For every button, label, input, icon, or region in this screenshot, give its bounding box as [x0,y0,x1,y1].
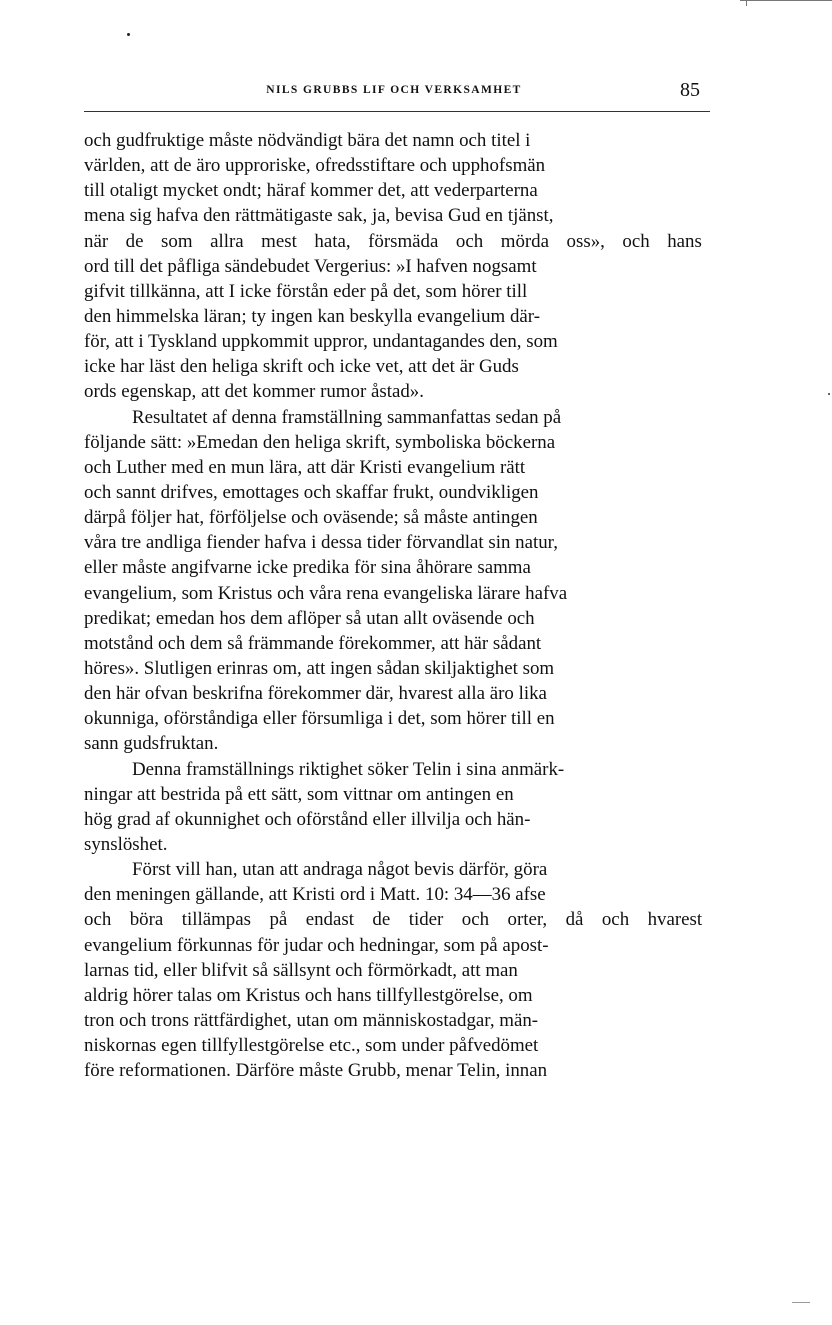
text-line: och Luther med en mun lära, att där Kristi evangelium rätt [84,456,526,478]
running-head: NILS GRUBBS LIF OCH VERKSAMHET [266,84,522,96]
text-line: ords egenskap, att det kommer rumor åstad». [84,381,424,403]
text-line: sann gudsfruktan. [84,733,219,755]
page-header [84,80,704,102]
text-line: därpå följer hat, förföljelse och oväsende; så måste antingen [84,507,538,529]
text-line: tron och trons rättfärdighet, utan om människostadgar, män- [84,1009,539,1031]
text-line: och gudfruktige måste nödvändigt bära det namn och titel i [84,130,531,151]
margin-mark [828,393,830,395]
text-line: den himmelska läran; ty ingen kan beskylla evangelium där- [84,305,541,327]
text-line: när de som allra mest hata, försmäda och mörda oss», och hans [84,230,702,252]
text-line: synslöshet. [84,833,168,855]
text-line: icke har läst den heliga skrift och icke vet, att det är Guds [84,356,519,378]
text-line: motstånd och dem så främmande förekommer, att här sådant [84,632,542,654]
text-line: följande sätt: »Emedan den heliga skrift, symboliska böckerna [84,431,556,453]
text-line: till otaligt mycket ondt; häraf kommer det, att vederparterna [84,180,538,202]
header-rule [84,111,710,112]
text-line: för, att i Tyskland uppkommit uppror, undantagandes den, som [84,331,558,353]
text-line: eller måste angifvarne icke predika för sina åhörare samma [84,557,531,579]
bottom-scan-mark [792,1302,810,1303]
ink-speck [127,33,130,36]
text-line: våra tre andliga fiender hafva i dessa tider förvandlat sin natur, [84,532,558,554]
text-line: och sannt drifves, emottages och skaffar frukt, oundvikligen [84,481,539,503]
scan-edge-line [740,0,832,1]
text-line: hög grad af okunnighet och oförstånd eller illvilja och hän- [84,808,531,830]
text-line: den meningen gällande, att Kristi ord i Matt. 10: 34—36 afse [84,884,546,906]
text-line: evangelium förkunnas för judar och hedningar, som på apost- [84,934,549,956]
text-line: evangelium, som Kristus och våra rena evangeliska lärare hafva [84,582,568,604]
text-line: före reformationen. Därföre måste Grubb, menar Telin, innan [84,1060,548,1082]
body-text [84,128,702,1083]
text-line: ningar att bestrida på ett sätt, som vittnar om antingen en [84,783,514,805]
paragraph-start-line: Resultatet af denna framställning sammanfattas sedan på [132,406,562,428]
text-line: niskornas egen tillfyllestgörelse etc., som under påfvedömet [84,1035,539,1057]
text-line: och böra tillämpas på endast de tider och orter, då och hvarest [84,909,703,931]
scan-edge-tick [746,0,747,6]
paragraph-start-line: Denna framställnings riktighet söker Telin i sina anmärk- [132,758,565,780]
text-line: okunniga, oförståndiga eller försumliga i det, som hörer till en [84,708,555,730]
text-line: den här ofvan beskrifna förekommer där, hvarest alla äro lika [84,683,547,705]
text-line: världen, att de äro upproriske, ofredsstiftare och upphofsmän [84,155,546,177]
text-line: larnas tid, eller blifvit så sällsynt och förmörkadt, att man [84,959,518,981]
paragraph-start-line: Först vill han, utan att andraga något bevis därför, göra [132,859,548,881]
text-line: gifvit tillkänna, att I icke förstån eder på det, som hörer till [84,280,528,302]
page-number: 85 [680,79,700,101]
text-line: aldrig hörer talas om Kristus och hans tillfyllestgörelse, om [84,984,533,1006]
text-line: predikat; emedan hos dem aflöper så utan allt oväsende och [84,607,535,629]
text-line: ord till det påfliga sändebudet Vergerius: »I hafven nogsamt [84,255,537,277]
text-line: mena sig hafva den rättmätigaste sak, ja, bevisa Gud en tjänst, [84,205,554,227]
text-line: höres». Slutligen erinras om, att ingen sådan skiljaktighet som [84,657,555,679]
